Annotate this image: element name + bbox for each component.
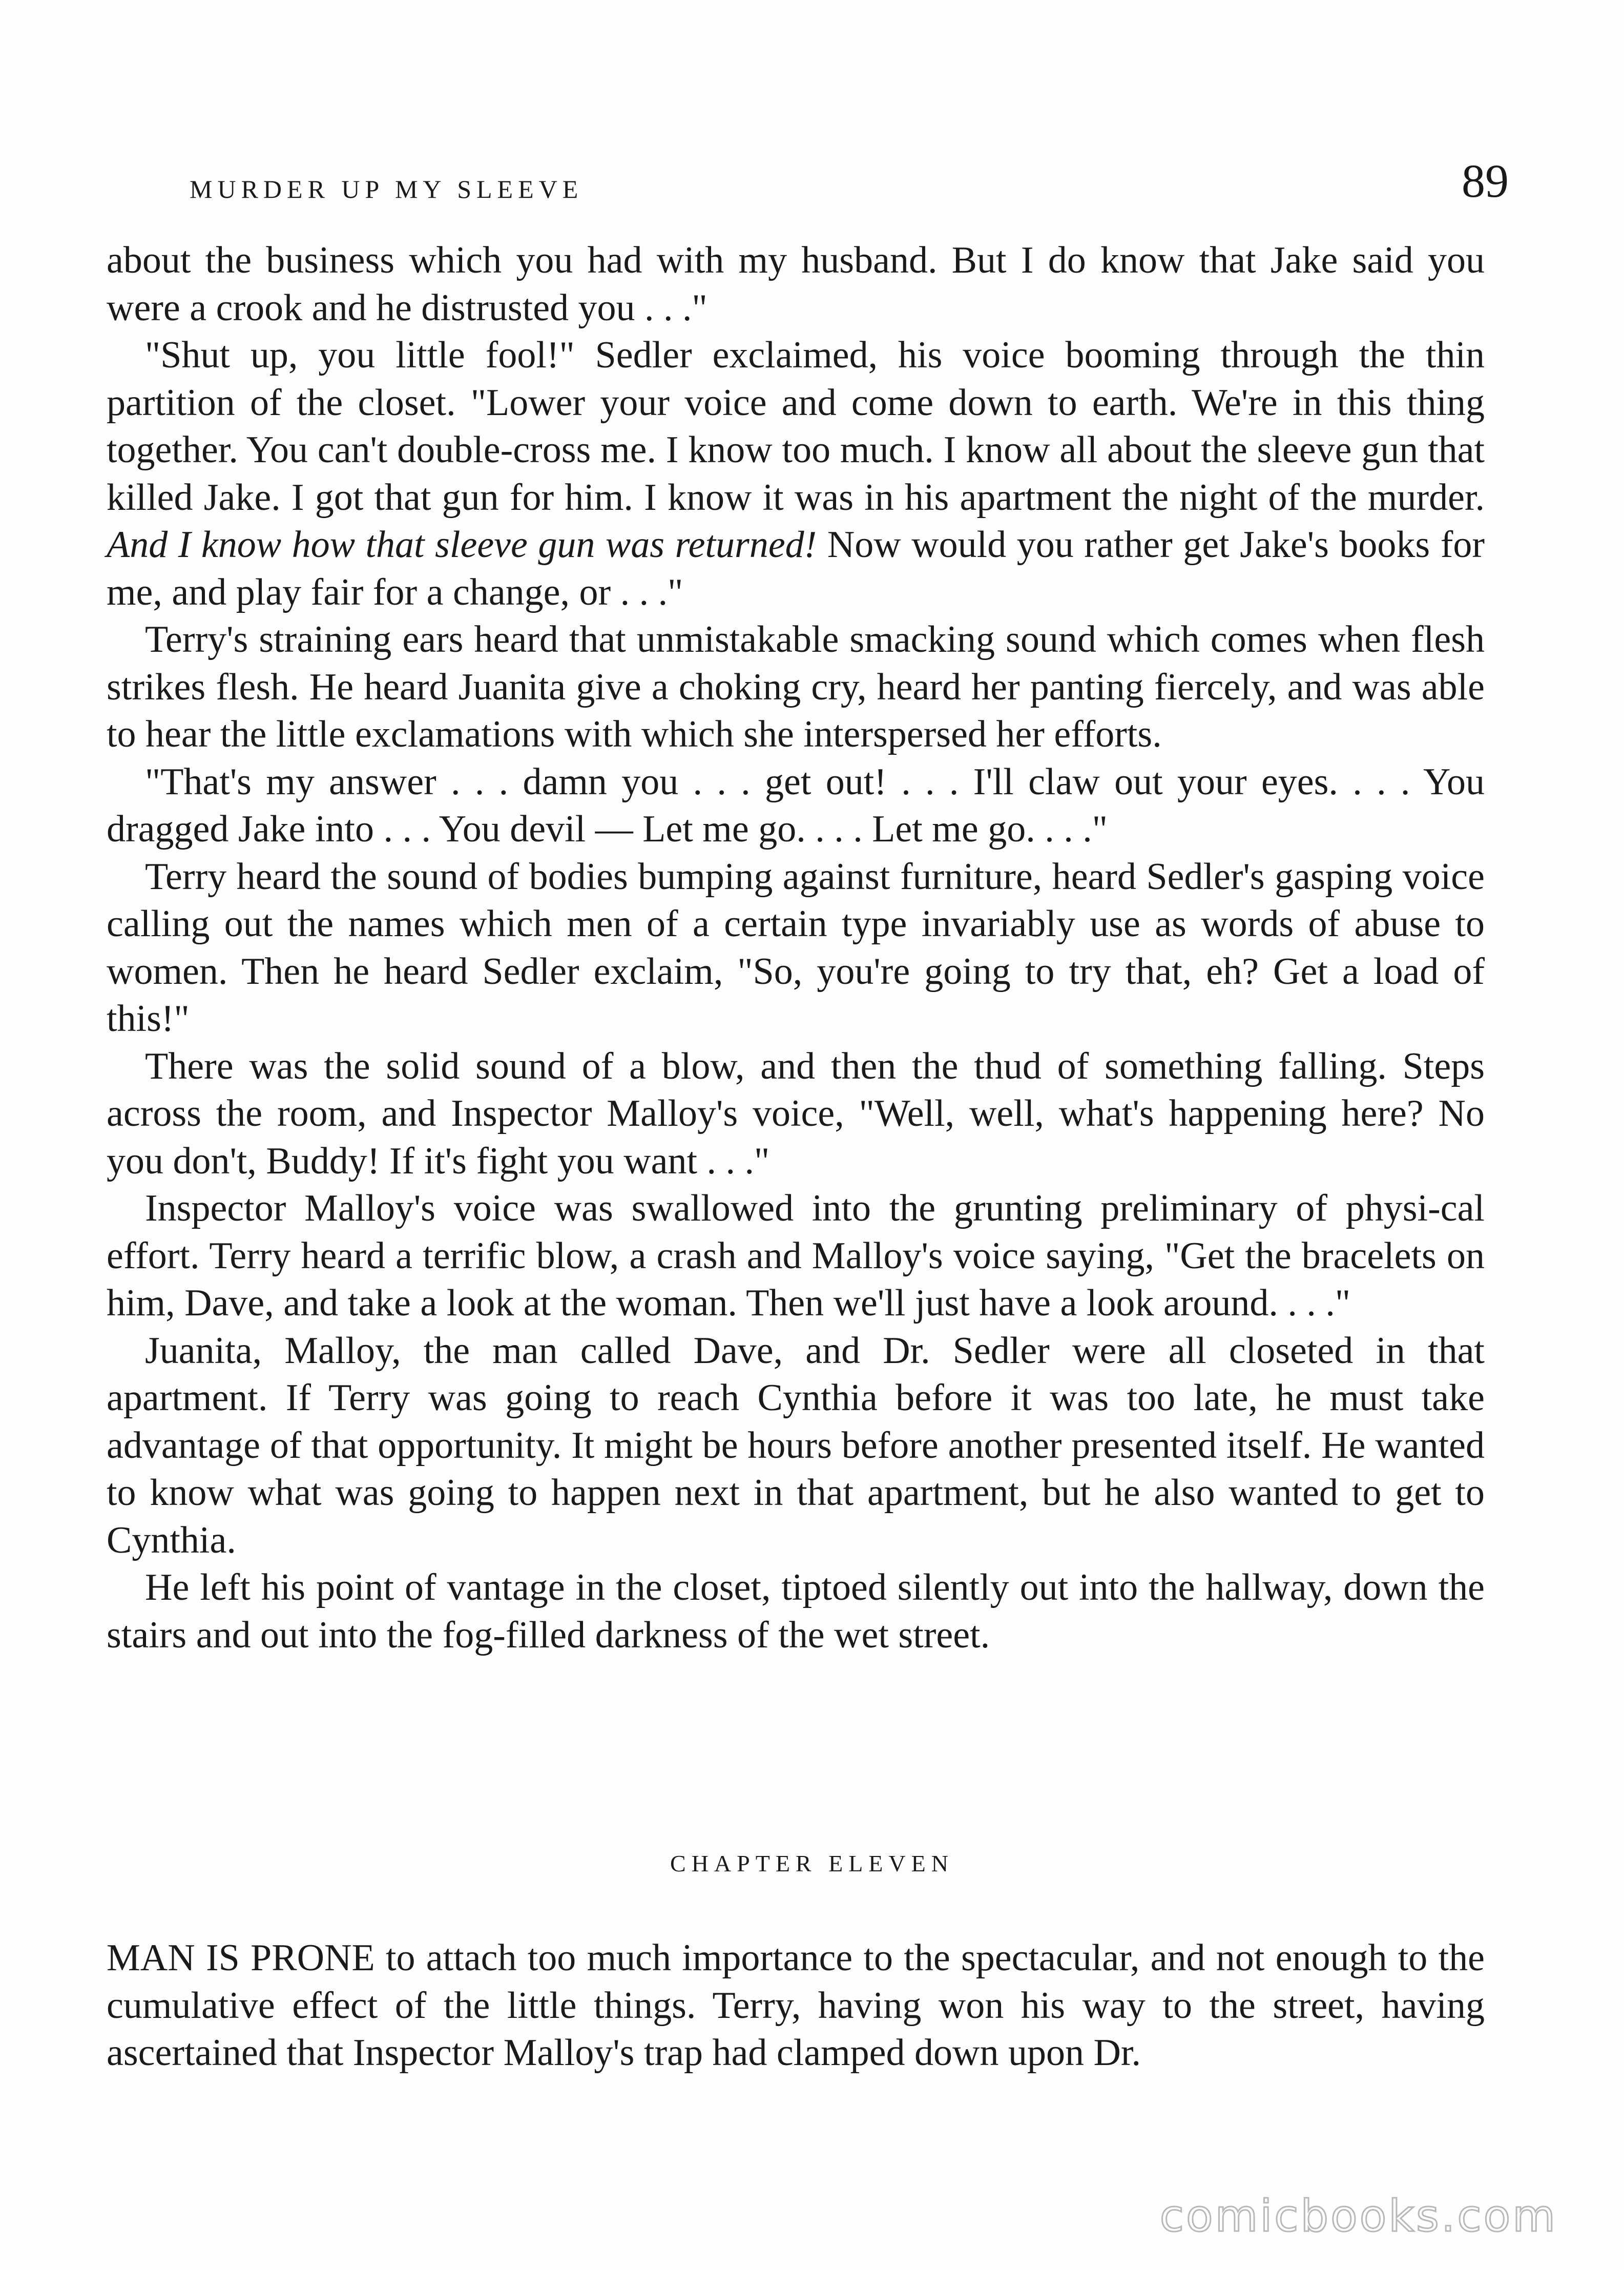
paragraph-text: "Shut up, you little fool!" Sedler exclaimed, his voice booming through the thin partition of the closet. "Lower your voice and come down to earth. We're in this thing together. You can't double-cross me. I know too much. I know all about the sleeve gun that killed Jake. I got that gun for him. I know it was in his apartment the night of the murder. [107,334,1485,519]
paragraph: There was the solid sound of a blow, and then the thud of something falling. Steps across the room, and Inspector Malloy's voice, "Well, well, what's happening here? No you don't, Buddy! If it's fight you want . . ." [107,1045,1485,1182]
paragraph [107,332,1485,616]
italic-text: And I know how that sleeve gun was returned! [107,524,817,566]
chapter-opening [107,1934,1485,2077]
page-number: 89 [1462,155,1509,207]
paragraph: He left his point of vantage in the closet, tiptoed silently out into the hallway, down the stairs and out into the fog-filled darkness of the wet street. [107,1566,1485,1656]
paragraph: Terry heard the sound of bodies bumping against furniture, heard Sedler's gasping voice calling out the names which men of a certain type invariably use as words of abuse to women. Then he heard Sedler exclaim, "So, you're going to try that, eh? Get a load of this!" [107,855,1485,1040]
paragraph: Terry's straining ears heard that unmistakable smacking sound which comes when flesh strikes flesh. He heard Juanita give a choking cry, heard her panting fiercely, and was able to hear the little exclamations with which she interspersed her efforts. [107,618,1485,755]
paragraph-text: Now would you rather get Jake's books for me, and play fair for a change, or . . ." [107,524,1485,613]
paragraph: Juanita, Malloy, the man called Dave, and Dr. Sedler were all closeted in that apartment. If Terry was going to reach Cynthia before it was too late, he must take advantage of that opportunity. It might be hours before another presented itself. He wanted to know what was going to happen next in that apartment, but he also wanted to get to Cynthia. [107,1329,1485,1561]
paragraph: Inspector Malloy's voice was swallowed into the grunting preliminary of physi-cal effort. Terry heard a terrific blow, a crash and Malloy's voice saying, "Get the bracelets on him, Dave, and take a look at the woman. Then we'll just have a look around. . . ." [107,1187,1485,1324]
paragraph: "That's my answer . . . damn you . . . get out! . . . I'll claw out your eyes. . . . You dragged Jake into . . . You devil — Let me go. . . . Let me go. . . ." [107,760,1485,850]
paragraph: about the business which you had with my husband. But I do know that Jake said you were a crook and he distrusted you . . ." [107,239,1485,329]
watermark: comicbooks.com [1159,2191,1557,2242]
running-head: MURDER UP MY SLEEVE [190,175,584,203]
body-text [107,237,1485,1659]
chapter-heading: CHAPTER ELEVEN [670,1850,954,1876]
paragraph: MAN IS PRONE to attach too much importance to the spectacular, and not enough to the cumulative effect of the little things. Terry, having won his way to the street, having ascertained that Inspector Malloy's trap had clamped down upon Dr. [107,1937,1485,2074]
